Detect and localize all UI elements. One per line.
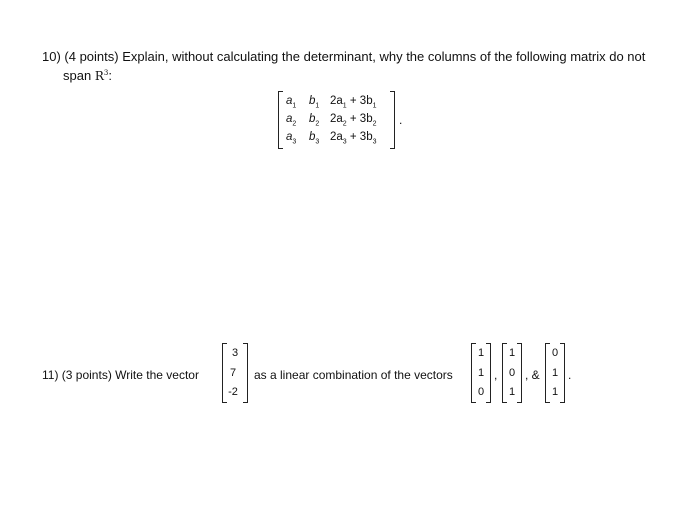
cell-b-letter: b bbox=[309, 113, 316, 125]
cell-c-pre: 2a bbox=[330, 131, 343, 143]
q10-matrix-period: . bbox=[399, 113, 403, 127]
q11-comma-ampersand: , & bbox=[525, 368, 540, 382]
cell-b-sub: 3 bbox=[315, 138, 320, 146]
vector-entry: 0 bbox=[508, 367, 516, 379]
cell-c-mid: + 3b bbox=[346, 113, 373, 125]
cell-c-sub1: 3 bbox=[342, 138, 347, 146]
real-space-exponent: 3 bbox=[103, 69, 109, 77]
vector-entry: 0 bbox=[551, 347, 559, 359]
vector-entry: 1 bbox=[508, 347, 516, 359]
q11-comma-1: , bbox=[494, 368, 498, 382]
q11-prompt-prefix: 11) (3 points) Write the vector bbox=[42, 368, 199, 382]
matrix-cell-c2 bbox=[330, 112, 377, 131]
q11-target-vector bbox=[222, 343, 248, 403]
q10-matrix bbox=[278, 91, 395, 149]
cell-c-sub1: 1 bbox=[342, 102, 347, 110]
q11-period: . bbox=[568, 368, 572, 382]
q11-prompt-middle: as a linear combination of the vectors bbox=[254, 368, 453, 382]
cell-c-sub2: 1 bbox=[372, 102, 377, 110]
vector-entry: 1 bbox=[508, 386, 516, 398]
q10-prompt-line1: 10) (4 points) Explain, without calculating the determinant, why the columns of the following matrix do not bbox=[42, 49, 646, 64]
q11-basis-vector-2 bbox=[502, 343, 522, 403]
q11-basis-vector-1 bbox=[471, 343, 491, 403]
matrix-cell-a2 bbox=[286, 112, 296, 131]
cell-b-sub: 1 bbox=[315, 102, 320, 110]
cell-a-sub: 2 bbox=[292, 120, 297, 128]
matrix-cell-b2 bbox=[309, 112, 319, 131]
vector-entry: 3 bbox=[231, 347, 239, 359]
q11-basis-vector-3 bbox=[545, 343, 565, 403]
vector-entry: -2 bbox=[228, 386, 238, 398]
vector-entry: 0 bbox=[477, 386, 485, 398]
cell-c-sub2: 2 bbox=[372, 120, 377, 128]
cell-c-pre: 2a bbox=[330, 95, 343, 107]
q10-span-word: span bbox=[63, 68, 92, 83]
right-bracket bbox=[390, 91, 395, 149]
vector-entry: 7 bbox=[229, 367, 237, 379]
vector-entry: 1 bbox=[551, 386, 559, 398]
matrix-cell-b3 bbox=[309, 130, 319, 149]
cell-a-letter: a bbox=[286, 95, 293, 107]
cell-b-sub: 2 bbox=[315, 120, 320, 128]
cell-c-mid: + 3b bbox=[346, 131, 373, 143]
real-space-symbol bbox=[95, 69, 109, 83]
vector-entry: 1 bbox=[477, 347, 485, 359]
right-bracket bbox=[243, 343, 248, 403]
real-space-letter: R bbox=[94, 69, 104, 83]
matrix-cell-c3 bbox=[330, 130, 377, 149]
cell-b-letter: b bbox=[309, 95, 316, 107]
cell-a-sub: 3 bbox=[292, 138, 297, 146]
matrix-cell-a3 bbox=[286, 130, 296, 149]
q10-colon: : bbox=[108, 68, 112, 83]
vector-entry: 1 bbox=[477, 367, 485, 379]
cell-a-sub: 1 bbox=[292, 102, 297, 110]
q10-prompt-line2 bbox=[63, 68, 112, 83]
cell-a-letter: a bbox=[286, 113, 293, 125]
matrix-cell-b1 bbox=[309, 94, 319, 113]
cell-b-letter: b bbox=[309, 131, 316, 143]
matrix-cell-c1 bbox=[330, 94, 377, 113]
cell-c-sub1: 2 bbox=[342, 120, 347, 128]
vector-entry: 1 bbox=[551, 367, 559, 379]
cell-c-mid: + 3b bbox=[346, 95, 373, 107]
cell-c-pre: 2a bbox=[330, 113, 343, 125]
left-bracket bbox=[278, 91, 283, 149]
cell-a-letter: a bbox=[286, 131, 293, 143]
matrix-cell-a1 bbox=[286, 94, 296, 113]
cell-c-sub2: 3 bbox=[372, 138, 377, 146]
